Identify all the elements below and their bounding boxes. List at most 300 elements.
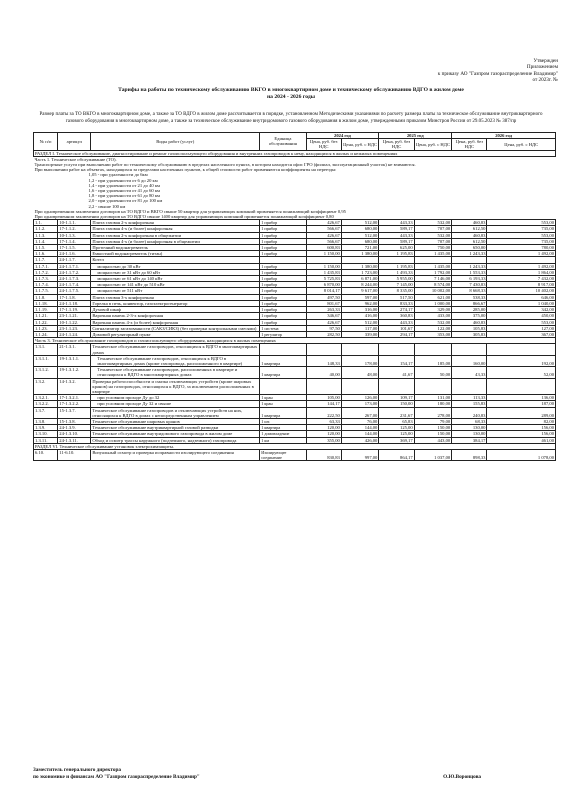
price-with-vat: 10 002,00 bbox=[414, 288, 452, 294]
row-unit: 1 кран bbox=[260, 395, 306, 401]
price-with-vat: 997,00 bbox=[341, 449, 379, 460]
row-work: Духовой шкаф bbox=[91, 307, 260, 313]
price-with-vat: 532,00 bbox=[414, 232, 452, 238]
row-number: 1.3.10. bbox=[34, 431, 58, 437]
row-unit bbox=[260, 344, 306, 355]
row-article: 24-1.1.7.2. bbox=[58, 269, 91, 275]
price-with-vat: 185,00 bbox=[414, 355, 452, 366]
price-with-vat: 707,00 bbox=[414, 238, 452, 244]
price-no-vat: 6 193,33 bbox=[452, 276, 487, 282]
intro-paragraph: Размер платы за ТО ВКГО в многоквартирном доме, а также за ТО ВДГО в жилом доме рассчитывается в порядке, установленном Методическими указаниями по расчету размера платы за техническое обслуживание внутриквартирного газового оборудования в многоквартирном доме, а также за техническое обслуживание внутридомового газового оборудования в жилом доме, утвержденными приказом Минстроя России от 29.05.2023 № 387/пр bbox=[39, 112, 543, 124]
row-article: 24-1.1.24. bbox=[58, 331, 91, 337]
signer-name: О.Ю.Воронцова bbox=[443, 773, 481, 780]
coefficient-item: 1,8 - при удаленности от 61 до 80 км bbox=[88, 193, 160, 199]
row-work: мощностью от 31 кВт до 60 кВт bbox=[91, 269, 260, 275]
price-with-vat: 962,00 bbox=[341, 300, 379, 306]
price-with-vat: 6 871,00 bbox=[341, 276, 379, 282]
header-price-no-vat: Цена, руб. без НДС bbox=[306, 139, 341, 150]
row-work: Техническое обслуживание внутриквартирной газовой разводки bbox=[91, 425, 260, 431]
price-no-vat: 589,17 bbox=[379, 238, 414, 244]
price-with-vat: 532,00 bbox=[414, 220, 452, 226]
price-no-vat: 443,33 bbox=[379, 220, 414, 226]
price-with-vat: 122,00 bbox=[414, 325, 452, 331]
row-work: Техническое обслуживание газопроводов, относящихся к ВДГО в многоквартирных домах bbox=[91, 344, 260, 355]
contract-note: При одновременном заключении договоров на ТО ВДГО и ВКГО свыше 50 квартир для управляющих компаний применяется понижающий коэффициент 0,95 bbox=[34, 208, 346, 214]
row-article: 23-1.1.23. bbox=[58, 325, 91, 331]
coefficient-list bbox=[34, 172, 556, 208]
price-with-vat: 150,00 bbox=[414, 431, 452, 437]
header-year-2024: 2024 год bbox=[306, 133, 379, 139]
price-with-vat: 721,00 bbox=[341, 245, 379, 251]
price-with-vat: 367,00 bbox=[487, 331, 556, 337]
row-unit: 1 прибор bbox=[260, 251, 306, 257]
price-no-vat: 8 014,17 bbox=[306, 288, 341, 294]
price-no-vat: 240,83 bbox=[452, 407, 487, 418]
price-no-vat: 109,17 bbox=[379, 395, 414, 401]
price-no-vat: 97,50 bbox=[306, 325, 341, 331]
price-no-vat: 65,83 bbox=[379, 418, 414, 424]
table-row bbox=[34, 449, 556, 460]
coefficient-item: 2,2 - свыше 100 км bbox=[88, 203, 126, 209]
price-no-vat: 369,17 bbox=[379, 437, 414, 443]
price-no-vat: 864,17 bbox=[379, 449, 414, 460]
price-with-vat: 553,00 bbox=[487, 232, 556, 238]
price-no-vat: 222,50 bbox=[306, 407, 341, 418]
row-unit: 1 прибор bbox=[260, 232, 306, 238]
price-no-vat: 130,00 bbox=[452, 431, 487, 437]
table-row bbox=[34, 378, 556, 395]
price-no-vat: 517,50 bbox=[379, 294, 414, 300]
document-title bbox=[40, 87, 542, 101]
price-with-vat: 680,00 bbox=[341, 238, 379, 244]
price-with-vat bbox=[414, 344, 452, 355]
price-no-vat: 160,00 bbox=[452, 355, 487, 366]
price-with-vat: 621,00 bbox=[414, 294, 452, 300]
row-number: 1.1.6. bbox=[34, 251, 58, 257]
price-with-vat: 416,00 bbox=[341, 313, 379, 319]
row-article: 24-1.1.7. bbox=[58, 257, 91, 263]
coefficient-item: 1,6 - при удаленности от 41 до 60 км bbox=[88, 188, 160, 194]
row-number: 1.3.1.1. bbox=[34, 355, 58, 366]
tariff-table bbox=[33, 132, 556, 461]
price-with-vat: 433,00 bbox=[414, 313, 452, 319]
price-with-vat: 1 492,00 bbox=[487, 251, 556, 257]
row-work: Техническое обслуживание газопроводов, относящихся к ВДГО в многоквартирных домах (кроме газопровода, расположенного в квартире) bbox=[91, 355, 260, 366]
price-no-vat: 898,33 bbox=[452, 449, 487, 460]
row-work: при условном проходе Ду до 32 bbox=[91, 395, 260, 401]
price-with-vat: 780,00 bbox=[487, 245, 556, 251]
row-number: 1.1.23. bbox=[34, 325, 58, 331]
price-no-vat: 1 150,00 bbox=[306, 251, 341, 257]
row-number: 1.1.2. bbox=[34, 226, 58, 232]
transport-note: Транспортные услуги при выполнении работ по техническому обслуживанию в пределах населенного пункта, в котором находится офис ГРО (филиал, эксплуатационный участок) не взимаются. bbox=[34, 162, 416, 168]
price-with-vat: 1 492,00 bbox=[487, 263, 556, 269]
price-no-vat: 43,33 bbox=[452, 367, 487, 378]
table-row bbox=[34, 344, 556, 355]
header-price-vat: Цена, руб. с НДС bbox=[341, 139, 379, 150]
price-with-vat: 553,00 bbox=[487, 220, 556, 226]
price-no-vat: 144,17 bbox=[306, 401, 341, 407]
price-no-vat bbox=[306, 344, 341, 355]
row-work: мощностью до 30 кВт bbox=[91, 263, 260, 269]
row-article: 17-1.1.2. bbox=[58, 226, 91, 232]
price-no-vat: 833,33 bbox=[379, 300, 414, 306]
price-with-vat: 735,00 bbox=[487, 226, 556, 232]
price-no-vat bbox=[379, 344, 414, 355]
price-no-vat: 8 668,33 bbox=[452, 288, 487, 294]
price-with-vat: 173,00 bbox=[341, 401, 379, 407]
row-number: 1.1.7.5. bbox=[34, 288, 58, 294]
price-with-vat: 131,00 bbox=[414, 395, 452, 401]
price-no-vat: 155,83 bbox=[452, 401, 487, 407]
price-no-vat bbox=[306, 378, 341, 395]
price-with-vat: 1 435,00 bbox=[414, 251, 452, 257]
price-with-vat bbox=[341, 344, 379, 355]
price-no-vat: 282,50 bbox=[306, 331, 341, 337]
row-article: 17-1.1.4. bbox=[58, 238, 91, 244]
price-no-vat: 7 430,83 bbox=[452, 282, 487, 288]
price-no-vat: 1 150,00 bbox=[306, 263, 341, 269]
price-with-vat: 329,00 bbox=[414, 307, 452, 313]
row-article: 17-1.3.2.1. bbox=[58, 395, 91, 401]
row-work: Техническое обслуживание газопроводов, расположенных в квартире и относящихся к ВДГО в многоквартирных домах bbox=[91, 367, 260, 378]
price-no-vat: 443,33 bbox=[379, 232, 414, 238]
row-article: 24-1.1.7.1. bbox=[58, 263, 91, 269]
price-no-vat: 231,67 bbox=[379, 407, 414, 418]
part-heading: Часть 1. Техническое обслуживание (ТО). bbox=[34, 156, 117, 162]
price-with-vat: 156,00 bbox=[487, 425, 556, 431]
row-work: при условном проходе Ду 32 и свыше bbox=[91, 401, 260, 407]
row-work: Обход и осмотр трассы наружного (подземного, надземного) газопровода bbox=[91, 437, 260, 443]
price-no-vat: 6 870,00 bbox=[306, 282, 341, 288]
price-no-vat: 566,67 bbox=[306, 226, 341, 232]
row-unit: 1 квартира bbox=[260, 355, 306, 366]
row-work: Плита газовая 4-х (и более) конфорочная bbox=[91, 226, 260, 232]
part-heading: Часть 3. Техническое обслуживание газопроводов и газоиспользующего оборудования, находящихся в жилых помещениях bbox=[34, 338, 556, 344]
row-work: мощностью от 141 кВт до 510 кВт bbox=[91, 282, 260, 288]
price-with-vat: 1 380,00 bbox=[341, 263, 379, 269]
price-with-vat: 180,00 bbox=[414, 401, 452, 407]
price-no-vat: 154,17 bbox=[379, 355, 414, 366]
row-number: 1.1.3. bbox=[34, 232, 58, 238]
price-with-vat: 10 402,00 bbox=[487, 288, 556, 294]
row-work: Емкостной водонагреватель (титан) bbox=[91, 251, 260, 257]
row-unit: 1 регулятор bbox=[260, 331, 306, 337]
price-with-vat: 1 435,00 bbox=[414, 263, 452, 269]
row-work: Плита газовая 4-х (и более) конфорочная в общежитии bbox=[91, 238, 260, 244]
row-article: 24-1.1.18. bbox=[58, 300, 91, 306]
row-article: 24-1.3.11. bbox=[58, 437, 91, 443]
row-article: 10-1.1.22. bbox=[58, 319, 91, 325]
approval-line: Приложением bbox=[526, 64, 558, 71]
row-article: 19-1.3.1.1. bbox=[58, 355, 91, 366]
row-unit: 1 прибор bbox=[260, 313, 306, 319]
price-with-vat: 7 146,00 bbox=[414, 276, 452, 282]
row-article: 10-1.1.1. bbox=[58, 220, 91, 226]
table-row bbox=[34, 407, 556, 418]
price-no-vat: 426,67 bbox=[306, 319, 341, 325]
price-with-vat: 707,00 bbox=[414, 226, 452, 232]
row-unit: 1 прибор bbox=[260, 276, 306, 282]
price-with-vat: 117,00 bbox=[341, 325, 379, 331]
row-unit: 1 прибор bbox=[260, 319, 306, 325]
price-no-vat bbox=[379, 378, 414, 395]
price-with-vat: 342,00 bbox=[487, 307, 556, 313]
price-with-vat: 126,00 bbox=[341, 395, 379, 401]
row-number: 1.3.11. bbox=[34, 437, 58, 443]
price-no-vat: 1 435,83 bbox=[306, 269, 341, 275]
approval-block bbox=[438, 58, 558, 84]
row-number: 1.3.9. bbox=[34, 425, 58, 431]
row-unit: 1 система bbox=[260, 325, 306, 331]
price-no-vat: 443,33 bbox=[379, 319, 414, 325]
price-no-vat: 625,00 bbox=[379, 245, 414, 251]
row-number: 1.1.19. bbox=[34, 307, 58, 313]
price-no-vat: 1 243,33 bbox=[452, 263, 487, 269]
row-number: 1.1.21. bbox=[34, 313, 58, 319]
price-no-vat: 497,50 bbox=[306, 294, 341, 300]
row-article: 17-1.1.8. bbox=[58, 294, 91, 300]
price-no-vat: 68,33 bbox=[452, 418, 487, 424]
price-with-vat: 1 037,00 bbox=[414, 449, 452, 460]
row-article: 21-1.3.1. bbox=[58, 344, 91, 355]
header-price-no-vat: Цена, руб. без НДС bbox=[379, 139, 414, 150]
row-work: Плита газовая 2-х конфорочная в общежитии bbox=[91, 232, 260, 238]
price-with-vat: 8 244,00 bbox=[341, 282, 379, 288]
price-with-vat: 1 040,00 bbox=[487, 300, 556, 306]
row-unit: Изолирующее соединение bbox=[260, 449, 306, 460]
price-no-vat: 125,00 bbox=[379, 431, 414, 437]
price-no-vat: 830,83 bbox=[306, 449, 341, 460]
price-no-vat: 63,33 bbox=[306, 418, 341, 424]
row-unit bbox=[260, 378, 306, 395]
price-no-vat: 150,00 bbox=[379, 401, 414, 407]
header-price-vat: Цена, руб. с НДС bbox=[414, 139, 452, 150]
price-no-vat: 274,17 bbox=[379, 307, 414, 313]
price-no-vat: 1 195,83 bbox=[379, 251, 414, 257]
row-article: 17-1.1.19. bbox=[58, 307, 91, 313]
price-with-vat: 512,00 bbox=[341, 232, 379, 238]
price-no-vat: 105,83 bbox=[452, 325, 487, 331]
price-with-vat: 426,00 bbox=[341, 437, 379, 443]
row-unit: 1 шт. bbox=[260, 418, 306, 424]
price-with-vat: 512,00 bbox=[341, 319, 379, 325]
row-number: 1.1.7.3. bbox=[34, 276, 58, 282]
price-with-vat: 7 432,00 bbox=[487, 276, 556, 282]
row-number: 6.10. bbox=[34, 449, 58, 460]
price-no-vat: 101,67 bbox=[379, 325, 414, 331]
row-unit: 1 прибор bbox=[260, 269, 306, 275]
row-work: Котел bbox=[91, 257, 260, 263]
approval-line: Утвержден bbox=[533, 58, 558, 64]
price-no-vat: 8 335,00 bbox=[379, 288, 414, 294]
price-with-vat: 192,00 bbox=[487, 355, 556, 366]
price-no-vat: 612,50 bbox=[452, 238, 487, 244]
row-article: 24-1.1.7.5. bbox=[58, 288, 91, 294]
coefficient-item: 1,05 - при удаленности до 6км bbox=[88, 172, 148, 178]
price-no-vat: 1 553,33 bbox=[452, 269, 487, 275]
row-number: 1.1.4. bbox=[34, 238, 58, 244]
price-with-vat: 52,00 bbox=[487, 367, 556, 378]
row-number: 1.1.7. bbox=[34, 257, 58, 263]
price-no-vat: 375,00 bbox=[452, 313, 487, 319]
row-number: 1.1.7.2. bbox=[34, 269, 58, 275]
row-unit: 1 прибор bbox=[260, 220, 306, 226]
row-work: Варочная панель 4-х (и более) конфорочная bbox=[91, 319, 260, 325]
price-with-vat: 187,00 bbox=[487, 401, 556, 407]
price-no-vat: 113,33 bbox=[452, 395, 487, 401]
row-article: 24-1.1.7.3. bbox=[58, 276, 91, 282]
row-number: 1.3.1. bbox=[34, 344, 58, 355]
row-unit: 1 прибор bbox=[260, 288, 306, 294]
price-no-vat: 305,83 bbox=[452, 331, 487, 337]
price-no-vat: 1 243,33 bbox=[452, 251, 487, 257]
row-work: Техническое обслуживание внутридомового газопровода в жилом доме bbox=[91, 431, 260, 437]
price-no-vat: 866,67 bbox=[452, 300, 487, 306]
price-with-vat: 512,00 bbox=[341, 220, 379, 226]
row-article: 15-1.3.8. bbox=[58, 418, 91, 424]
row-unit: 1 домовладение bbox=[260, 431, 306, 437]
price-with-vat: 79,00 bbox=[414, 418, 452, 424]
row-number: 1.1.18. bbox=[34, 300, 58, 306]
price-no-vat: 650,00 bbox=[452, 245, 487, 251]
row-article: 24-1.3.9. bbox=[58, 425, 91, 431]
price-with-vat: 316,00 bbox=[341, 307, 379, 313]
price-no-vat: 120,00 bbox=[306, 425, 341, 431]
price-with-vat bbox=[414, 378, 452, 395]
row-unit: 1 прибор bbox=[260, 294, 306, 300]
price-with-vat: 553,00 bbox=[487, 319, 556, 325]
header-price-no-vat: Цена, руб. без НДС bbox=[452, 139, 487, 150]
price-with-vat: 450,00 bbox=[487, 313, 556, 319]
signer-title: по экономике и финансам АО "Газпром газораспределение Владимир" bbox=[33, 773, 200, 780]
price-no-vat: 355,00 bbox=[306, 437, 341, 443]
price-no-vat: 1 195,83 bbox=[379, 263, 414, 269]
price-no-vat: 130,00 bbox=[452, 425, 487, 431]
section-heading: РАЗДЕЛ I. Техническое обслуживание, диагностирование и ремонт газоиспользующего оборудования и внутренних газопроводов к нему, находящихся в жилых и нежилых помещениях bbox=[34, 150, 556, 156]
header-price-vat: Цена, руб. с НДС bbox=[487, 139, 556, 150]
price-no-vat bbox=[452, 344, 487, 355]
price-no-vat: 426,67 bbox=[306, 232, 341, 238]
price-no-vat: 346,67 bbox=[306, 313, 341, 319]
row-work: Техническое обслуживание шаровых кранов bbox=[91, 418, 260, 424]
row-work: Проверка работоспособности и смазка отключающих устройств (кроме шаровых кранов) на газопроводах, относящихся к ВДГО, за исключением расположенных в квартире bbox=[91, 378, 260, 395]
price-with-vat: 8 917,00 bbox=[487, 282, 556, 288]
price-with-vat: 353,00 bbox=[414, 331, 452, 337]
price-no-vat: 460,83 bbox=[452, 232, 487, 238]
distance-note: При выполнении работ на объектах, находящихся за пределами населенных пунктов, к общей стоимости работ применяются коэффициенты на переезды: bbox=[34, 167, 337, 173]
title-line: Тарифы на работы по техническому обслуживанию ВКГО в многоквартирном доме и техническому обслуживанию ВДГО в жилом доме bbox=[118, 87, 464, 93]
price-no-vat: 589,17 bbox=[379, 226, 414, 232]
price-no-vat: 460,83 bbox=[452, 220, 487, 226]
row-number: 1.3.2. bbox=[34, 378, 58, 395]
section-heading: РАЗДЕЛ VI. Техническое обслуживание установок электрохимзащиты. bbox=[34, 443, 556, 449]
price-with-vat: 735,00 bbox=[487, 238, 556, 244]
row-unit: 1 прибор bbox=[260, 263, 306, 269]
row-article: 11-6.10. bbox=[58, 449, 91, 460]
coefficient-item: 1,4 - при удаленности от 21 до 40 км bbox=[88, 182, 160, 188]
price-no-vat: 360,83 bbox=[379, 313, 414, 319]
price-no-vat: 40,00 bbox=[306, 367, 341, 378]
row-article: 19-1.3.1.2. bbox=[58, 367, 91, 378]
row-article: 24-1.1.6. bbox=[58, 251, 91, 257]
row-article: 10-1.1.3. bbox=[58, 232, 91, 238]
price-with-vat: 278,00 bbox=[414, 407, 452, 418]
row-number: 1.3.7. bbox=[34, 407, 58, 418]
coefficient-item: 2,0 - при удаленности от 81 до 100 км bbox=[88, 198, 163, 204]
row-work: Горелка в печь, конвектор, газоэлектрогенератор bbox=[91, 300, 260, 306]
price-with-vat: 50,00 bbox=[414, 367, 452, 378]
row-unit: 1 квартира bbox=[260, 407, 306, 418]
price-with-vat: 1 380,00 bbox=[341, 251, 379, 257]
row-unit: 1 кран bbox=[260, 401, 306, 407]
price-with-vat: 178,00 bbox=[341, 355, 379, 366]
row-unit: 1 прибор bbox=[260, 300, 306, 306]
row-work: Варочная панель 2-3-х конфорочная bbox=[91, 313, 260, 319]
signature-block bbox=[33, 767, 553, 780]
price-no-vat: 566,67 bbox=[306, 238, 341, 244]
price-no-vat: 148,33 bbox=[306, 355, 341, 366]
price-with-vat: 680,00 bbox=[341, 226, 379, 232]
price-no-vat: 612,50 bbox=[452, 226, 487, 232]
price-no-vat: 600,83 bbox=[306, 245, 341, 251]
price-with-vat: 82,00 bbox=[487, 418, 556, 424]
price-no-vat: 460,83 bbox=[452, 319, 487, 325]
row-unit: 1 квартира bbox=[260, 425, 306, 431]
price-with-vat: 8 574,00 bbox=[414, 282, 452, 288]
row-number: 1.3.2.1. bbox=[34, 395, 58, 401]
row-number: 1.1.8. bbox=[34, 294, 58, 300]
row-number: 1.3.1.2. bbox=[34, 367, 58, 378]
price-no-vat: 7 145,00 bbox=[379, 282, 414, 288]
row-unit: 1 прибор bbox=[260, 226, 306, 232]
price-no-vat: 5 725,83 bbox=[306, 276, 341, 282]
approval-line: к приказу АО "Газпром газораспределение Владимир" bbox=[437, 70, 558, 77]
price-with-vat: 9 617,00 bbox=[341, 288, 379, 294]
price-no-vat: 285,00 bbox=[452, 307, 487, 313]
table-row bbox=[34, 355, 556, 366]
header-unit: Единица обслуживания bbox=[260, 133, 306, 151]
price-no-vat: 538,33 bbox=[452, 294, 487, 300]
price-with-vat: 532,00 bbox=[414, 319, 452, 325]
price-no-vat: 41,67 bbox=[379, 367, 414, 378]
price-with-vat: 1 864,00 bbox=[487, 269, 556, 275]
price-with-vat: 461,00 bbox=[487, 437, 556, 443]
row-work: Домовой регуляторный пункт bbox=[91, 331, 260, 337]
header-work: Виды работ (услуг) bbox=[91, 133, 260, 151]
price-with-vat: 443,00 bbox=[414, 437, 452, 443]
row-work: мощностью от 511 кВт bbox=[91, 288, 260, 294]
title-line: на 2024 - 2026 годы bbox=[266, 94, 316, 100]
price-with-vat bbox=[487, 344, 556, 355]
price-with-vat bbox=[341, 378, 379, 395]
price-with-vat: 144,00 bbox=[341, 431, 379, 437]
approval-line: от 2023г. № bbox=[532, 77, 558, 84]
row-number: 1.1.7.4. bbox=[34, 282, 58, 288]
row-article: 14-1.3.2. bbox=[58, 378, 91, 395]
row-unit: 1 км bbox=[260, 437, 306, 443]
price-no-vat: 384,17 bbox=[452, 437, 487, 443]
header-year-2026: 2026 год bbox=[452, 133, 556, 139]
coefficient-item: 1,2 - при удаленности от 6 до 20 км bbox=[88, 177, 158, 183]
table-row bbox=[34, 367, 556, 378]
price-with-vat: 127,00 bbox=[487, 325, 556, 331]
price-with-vat: 1 723,00 bbox=[341, 269, 379, 275]
price-with-vat: 136,00 bbox=[487, 395, 556, 401]
row-work: Проточный водонагреватель bbox=[91, 245, 260, 251]
header-article: артикул bbox=[58, 133, 91, 151]
row-work: Плита газовая 2-х конфорочная bbox=[91, 220, 260, 226]
